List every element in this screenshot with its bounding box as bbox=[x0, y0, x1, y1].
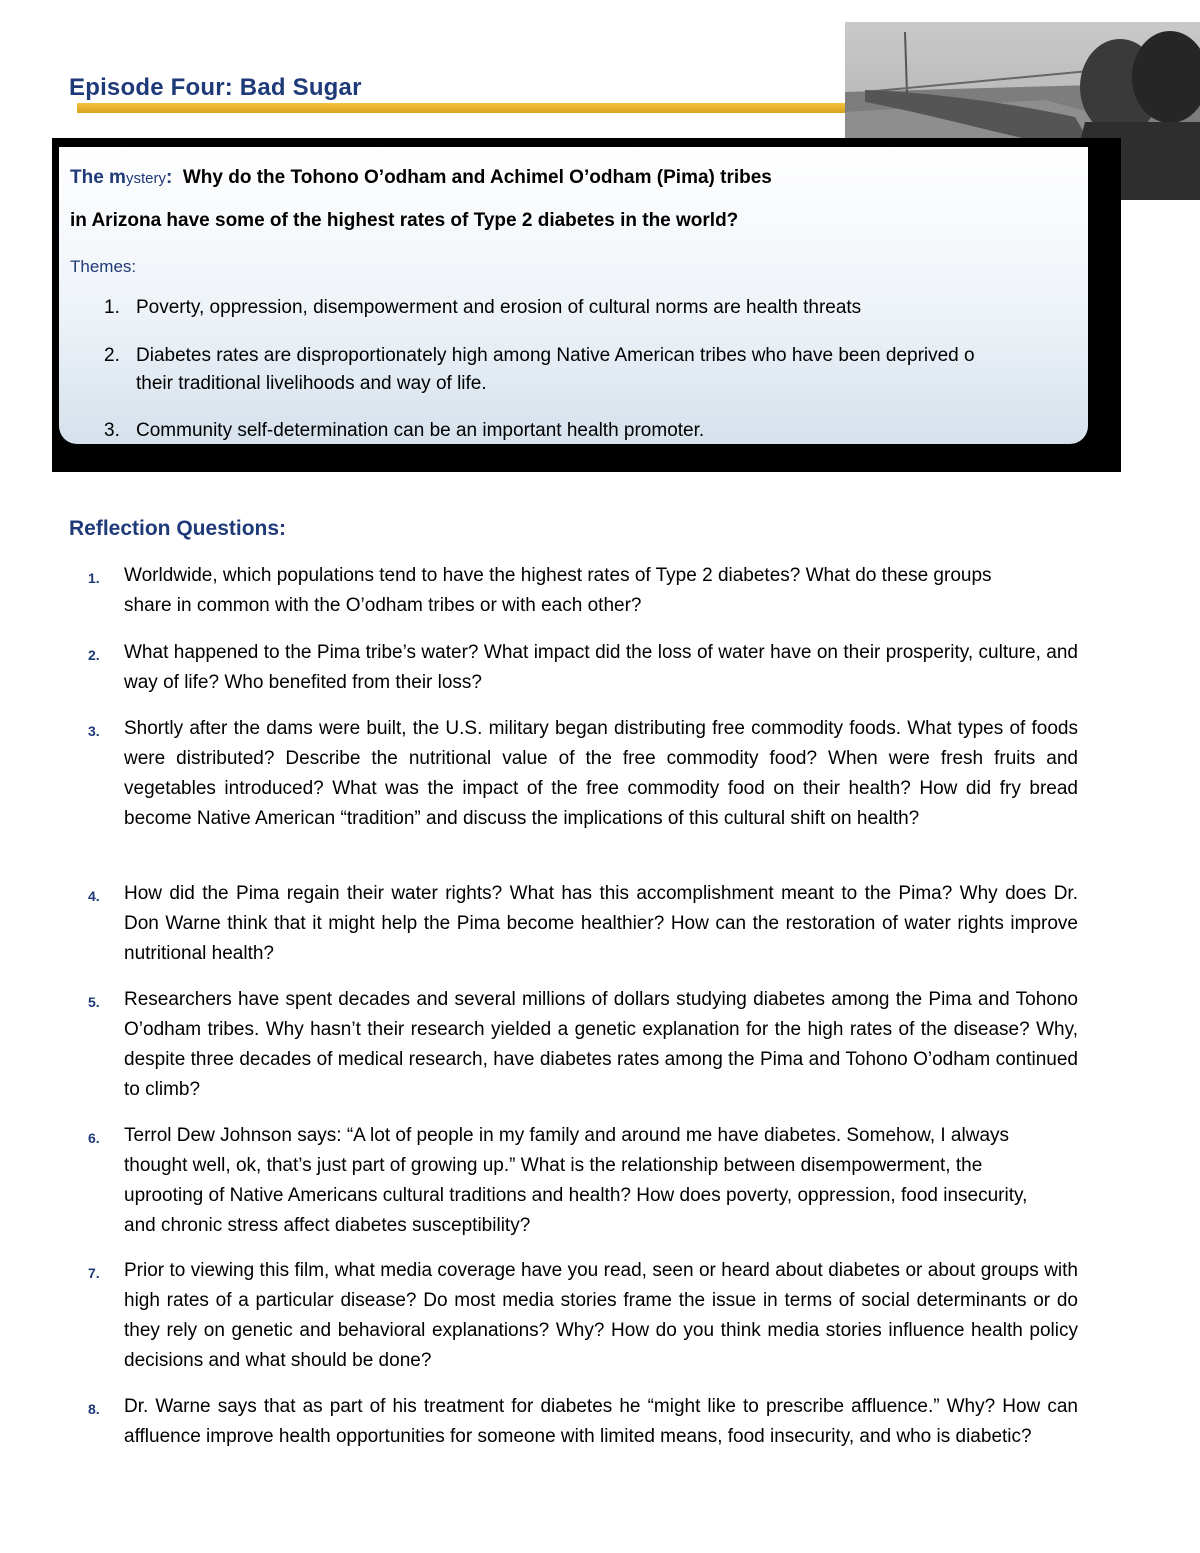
reflection-questions-heading: Reflection Questions: bbox=[69, 517, 287, 540]
mystery-question-text: Why do the Tohono O’odham and Achimel O’odham (Pima) tribes bbox=[182, 167, 772, 188]
themes-label: Themes: bbox=[70, 257, 137, 276]
question-item: 6. Terrol Dew Johnson says: “A lot of people in my family and around me have diabetes. Somehow, I always thought well, ok, that’s just part of growing up.” What is the relationship between disempowerment, the uprooting of Native Americans cultural traditions and health? How does poverty, oppression, food insecurity, and chronic stress affect diabetes susceptibility? bbox=[88, 1125, 1028, 1236]
mystery-label: The mystery: bbox=[70, 167, 173, 188]
mystery-question-line-1 bbox=[70, 167, 850, 189]
question-item: 2. What happened to the Pima tribe’s water? What impact did the loss of water have on their prosperity, culture, and way of life? Who benefited from their loss? bbox=[88, 642, 1078, 693]
question-item: 1. Worldwide, which populations tend to have the highest rates of Type 2 diabetes? What do these groups share in common with the O’odham tribes or with each other? bbox=[88, 565, 992, 616]
page-title: Episode Four: Bad Sugar bbox=[69, 74, 362, 101]
title-underline-bar bbox=[77, 103, 867, 113]
question-item: 4. How did the Pima regain their water rights? What has this accomplishment meant to the Pima? Why does Dr. Don Warne think that it might help the Pima become healthier? How can the restoration of water rights improve nutritional health? bbox=[88, 883, 1078, 964]
mystery-box: The mystery: Why do the Tohono O’odham and Achimel O’odham (Pima) tribes in Arizona have some of the highest rates of Type 2 diabetes in the world? Themes: 1. Poverty, oppression, disempowerment and erosion of cultural norms are health threats 2. Diabetes rates are disproportionately high among Native American tribes who have been deprived o their traditional livelihoods and way of life. 3. Community self-determination can be an important health promoter. bbox=[59, 147, 1088, 444]
mystery-question-line-2: in Arizona have some of the highest rates of Type 2 diabetes in the world? bbox=[70, 210, 739, 231]
question-item: 3. Shortly after the dams were built, the U.S. military began distributing free commodity foods. What types of foods were distributed? Describe the nutritional value of the free commodity food? When were fresh fruits and vegetables introduced? What was the impact of the free commodity food on their health? How did fry bread become Native American “tradition” and discuss the implications of this cultural shift on health? bbox=[88, 718, 1078, 829]
question-item: 5. Researchers have spent decades and several millions of dollars studying diabetes among the Pima and Tohono O’odham tribes. Why hasn’t their research yielded a genetic explanation for the high rates of the disease? Why, despite three decades of medical research, have diabetes rates among the Pima and Tohono O’odham continued to climb? bbox=[88, 989, 1078, 1100]
question-item: 8. Dr. Warne says that as part of his treatment for diabetes he “might like to prescribe affluence.” Why? How can affluence improve health opportunities for someone with limited means, food insecurity, and who is diabetic? bbox=[88, 1396, 1078, 1447]
question-item: 7. Prior to viewing this film, what media coverage have you read, seen or heard about diabetes or about groups with high rates of a particular disease? Do most media stories frame the issue in terms of social determinants or do they rely on genetic and behavioral explanations? Why? How do you think media stories influence health policy decisions and what should be done? bbox=[88, 1260, 1078, 1371]
